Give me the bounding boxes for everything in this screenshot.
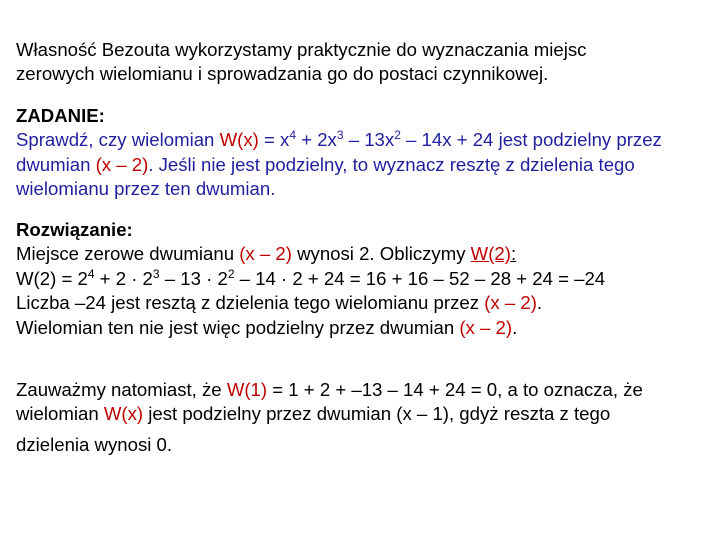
solution-line-4	[16, 316, 706, 340]
intro-line-2: zerowych wielomianu i sprowadzania go do postaci czynnikowej.	[16, 63, 549, 85]
solution-text: .	[536, 292, 543, 314]
exponent: 4	[87, 266, 95, 281]
solution-text: – 14 · 2 + 24 = 16 + 16 – 52 – 28 + 24 = –24	[234, 267, 606, 289]
binomial: (x – 2)	[239, 243, 292, 265]
solution-text: Miejsce zerowe dwumianu	[16, 243, 240, 265]
solution-text: wynosi 2. Obliczymy	[291, 243, 471, 265]
solution-text: + 2 · 2	[94, 267, 153, 289]
colon: :	[510, 243, 517, 265]
task-line-2	[16, 153, 706, 177]
polynomial-name: W(x)	[219, 129, 259, 151]
exponent: 2	[227, 266, 235, 281]
solution-text: – 13 · 2	[159, 267, 228, 289]
w2-value: W(2)	[470, 243, 511, 265]
exponent: 3	[336, 128, 344, 143]
intro-line-1: Własność Bezouta wykorzystamy praktycznie do wyznaczania miejsc	[16, 39, 587, 60]
exponent: 3	[152, 266, 160, 281]
task-section	[16, 104, 706, 202]
polynomial-name: W(x)	[103, 403, 144, 425]
note-text: = 1 + 2 + –13 – 14 + 24 = 0, a to oznacza, że	[267, 379, 643, 400]
solution-line-1	[16, 242, 706, 266]
w1-value: W(1)	[226, 379, 268, 400]
binomial: (x – 2)	[484, 292, 537, 314]
solution-section	[16, 218, 706, 340]
solution-text: .	[512, 316, 518, 338]
note-text: wielomian	[16, 403, 104, 425]
binomial: (x – 2)	[459, 316, 513, 338]
note-text: jest podzielny przez dwumian (x – 1), gdyż reszta z tego	[143, 403, 611, 425]
task-text: = x	[258, 129, 290, 151]
note-line-1	[16, 378, 706, 402]
solution-heading: Rozwiązanie:	[16, 219, 133, 240]
task-text: Sprawdź, czy wielomian	[16, 129, 220, 151]
solution-text: W(2) = 2	[16, 267, 88, 289]
note-line-3: dzielenia wynosi 0.	[16, 433, 173, 455]
note-line-2	[16, 402, 706, 426]
task-line-3: wielomianu przez ten dwumian.	[16, 178, 276, 200]
solution-line-2	[16, 267, 706, 291]
exponent: 4	[289, 128, 296, 143]
task-text: + 2x	[296, 129, 337, 151]
exponent: 2	[394, 128, 401, 143]
solution-text: Liczba –24 jest resztą z dzielenia tego wielomianu przez	[16, 292, 485, 314]
task-text: – 14x + 24 jest podzielny przez	[400, 129, 662, 151]
task-text: . Jeśli nie jest podzielny, to wyznacz resztę z dzielenia tego	[148, 153, 635, 175]
task-line-1	[16, 128, 706, 152]
task-text: dwumian	[16, 153, 96, 175]
task-heading: ZADANIE:	[16, 105, 105, 126]
note-text: Zauważmy natomiast, że	[16, 379, 227, 400]
task-text: – 13x	[343, 129, 395, 151]
solution-text: Wielomian ten nie jest więc podzielny przez dwumian	[16, 316, 460, 338]
solution-line-3	[16, 291, 706, 315]
note-section	[16, 378, 706, 457]
intro-paragraph	[16, 38, 706, 87]
binomial: (x – 2)	[95, 153, 149, 175]
